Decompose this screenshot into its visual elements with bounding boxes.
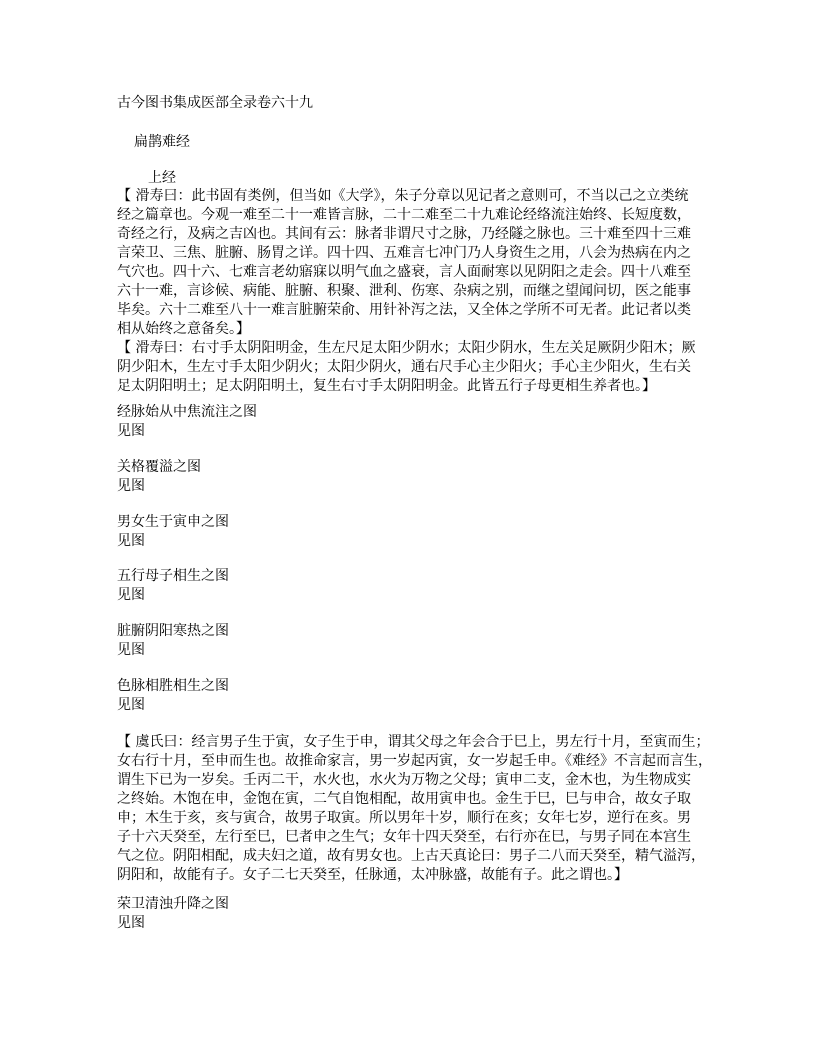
- figure-title: 脏腑阴阳寒热之图: [117, 623, 229, 639]
- figure-title: 关格覆溢之图: [117, 459, 201, 475]
- text-line: 毕矣。六十二难至八十一难言脏腑荣俞、用针补泻之法，又全体之学所不可无者。此记者以类: [117, 302, 691, 318]
- figure-entry: [117, 403, 257, 441]
- text-line: 言荣卫、三焦、脏腑、肠胃之详。四十四、五难言七冲门乃人身资生之用，八会为热病在内之: [117, 245, 691, 261]
- figure-note: 见图: [117, 478, 145, 494]
- text-line: 之终始。木饱在申，金饱在寅，二气自饱相配，故用寅申也。金生于巳，巳与申合，故女子取: [117, 791, 691, 807]
- text-line: 六十一难，言诊候、病能、脏腑、积聚、泄利、伤寒、杂病之别，而继之望闻问切，医之能事: [117, 283, 691, 299]
- text-line: 女右行十月，至申而生也。故推命家言，男一岁起丙寅，女一岁起壬申。《难经》不言起而言生，: [117, 753, 712, 769]
- figure-entry: [117, 622, 229, 660]
- text-line: 经之篇章也。今观一难至二十一难皆言脉，二十二难至二十九难论经络流注始终、长短度数，: [117, 207, 691, 223]
- figure-entry: [117, 895, 229, 933]
- text-line: 子十六天癸至，左行至巳，巳者申之生气；女年十四天癸至，右行亦在巳，与男子同在本宫生: [117, 829, 691, 845]
- figure-title: 五行母子相生之图: [117, 568, 229, 584]
- figure-note: 见图: [117, 915, 145, 931]
- figure-entry: [117, 567, 229, 605]
- document-title: 古今图书集成医部全录卷六十九: [117, 95, 313, 111]
- book-title: 扁鹊难经: [134, 134, 190, 150]
- figure-entry: [117, 677, 229, 715]
- figure-title: 荣卫清浊升降之图: [117, 896, 229, 912]
- text-line: 气穴也。四十六、七难言老幼寤寐以明气血之盛衰，言人面耐寒以见阴阳之走会。四十八难至: [117, 264, 691, 280]
- text-line: 阴阳和，故能有子。女子二七天癸至，任脉通，太冲脉盛，故能有子。此之谓也。】: [117, 867, 628, 883]
- figure-note: 见图: [117, 642, 145, 658]
- figure-title: 色脉相胜相生之图: [117, 678, 229, 694]
- commentary-paragraph-2: [117, 339, 695, 396]
- text-line: 申；木生于亥，亥与寅合，故男子取寅。所以男年十岁，顺行在亥；女年七岁，逆行在亥。男: [117, 810, 691, 826]
- text-line: 相从始终之意备矣。】: [117, 321, 250, 337]
- text-line: 气之位。阴阳相配，成夫妇之道，故有男女也。上古天真论曰：男子二八而天癸至，精气溢泻，: [117, 848, 705, 864]
- text-line: 【 滑寿曰：右寸手太阴阳明金，生左尺足太阳少阴水；太阳少阴水，生左关足厥阴少阳木；厥: [117, 340, 696, 356]
- figure-note: 见图: [117, 533, 145, 549]
- figure-entry: [117, 458, 201, 496]
- section-title: 上经: [148, 170, 176, 186]
- text-line: 阴少阳木，生左寸手太阳少阴火；太阳少阴火，通右尺手心主少阳火；手心主少阳火，生右关: [117, 359, 691, 375]
- commentary-paragraph-1: [117, 187, 691, 339]
- text-line: 足太阴阳明土；足太阴阳明土，复生右寸手太阴阳明金。此皆五行子母更相生养者也。】: [117, 378, 656, 394]
- figure-entry: [117, 513, 229, 551]
- figure-title: 男女生于寅申之图: [117, 514, 229, 530]
- figure-note: 见图: [117, 423, 145, 439]
- text-line: 奇经之行，及病之吉凶也。其间有云：脉者非谓尺寸之脉，乃经隧之脉也。三十难至四十三难: [117, 226, 691, 242]
- text-line: 谓生下已为一岁矣。壬丙二干，水火也，水火为万物之父母；寅申二支，金木也，为生物成实: [117, 772, 691, 788]
- figure-note: 见图: [117, 587, 145, 603]
- commentary-paragraph-3: [117, 733, 712, 885]
- text-line: 【 滑寿曰：此书固有类例，但当如《大学》，朱子分章以见记者之意则可，不当以己之立类统: [117, 188, 689, 204]
- figure-note: 见图: [117, 697, 145, 713]
- text-line: 【 虞氏曰：经言男子生于寅，女子生于申，谓其父母之年会合于巳上，男左行十月，至寅而生；: [117, 734, 710, 750]
- figure-title: 经脉始从中焦流注之图: [117, 404, 257, 420]
